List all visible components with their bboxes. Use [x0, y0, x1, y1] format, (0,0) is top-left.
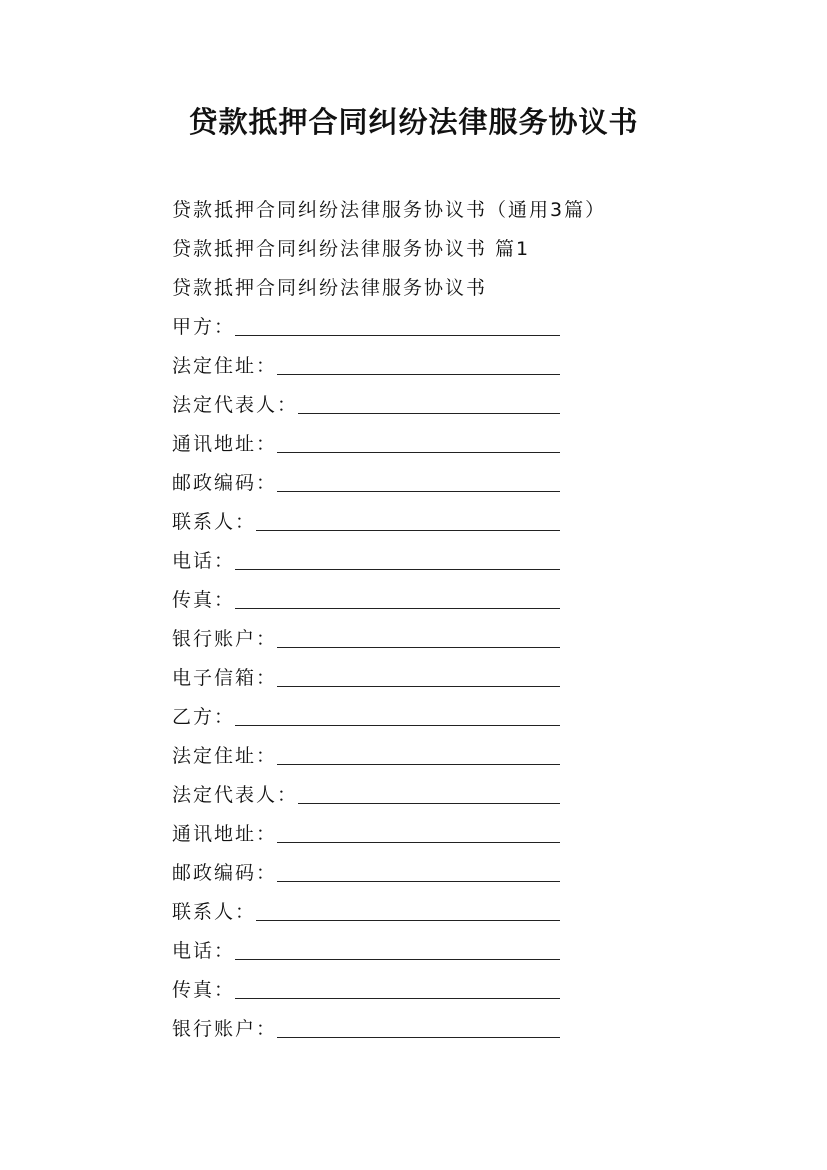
blank-line[interactable] [235, 549, 560, 570]
party-b-address-field [172, 743, 560, 769]
field-label: 通讯地址： [172, 823, 278, 845]
blank-line[interactable] [277, 744, 560, 765]
field-label: 法定代表人： [172, 784, 299, 806]
blank-line[interactable] [235, 939, 560, 960]
blank-line[interactable] [277, 432, 560, 453]
blank-line[interactable] [277, 861, 560, 882]
blank-line[interactable] [277, 1017, 560, 1038]
field-label: 传真： [172, 979, 236, 1001]
party-b-mailing-address-field [172, 821, 560, 847]
intro-line-full-title: 贷款抵押合同纠纷法律服务协议书（通用3篇） [172, 199, 607, 221]
blank-line[interactable] [235, 315, 560, 336]
field-label: 甲方： [172, 316, 236, 338]
party-a-address-field [172, 353, 560, 379]
party-b-fax-field [172, 977, 560, 1003]
blank-line[interactable] [277, 666, 560, 687]
party-b-bank-account-field [172, 1016, 560, 1042]
field-label: 通讯地址： [172, 433, 278, 455]
field-label: 电话： [172, 550, 236, 572]
field-label: 传真： [172, 589, 236, 611]
field-label: 银行账户： [172, 628, 278, 650]
blank-line[interactable] [277, 822, 560, 843]
blank-line[interactable] [235, 588, 560, 609]
document-title: 贷款抵押合同纠纷法律服务协议书 [188, 105, 639, 139]
party-b-contact-field [172, 899, 560, 925]
party-a-phone-field [172, 548, 560, 574]
field-label: 法定住址： [172, 355, 278, 377]
field-label: 电话： [172, 940, 236, 962]
party-a-representative-field [172, 392, 560, 418]
field-label: 联系人： [172, 901, 257, 923]
party-a-postal-code-field [172, 470, 560, 496]
field-label: 法定代表人： [172, 394, 299, 416]
blank-line[interactable] [256, 510, 560, 531]
party-b-name-field [172, 704, 560, 730]
field-label: 邮政编码： [172, 862, 278, 884]
party-b-postal-code-field [172, 860, 560, 886]
blank-line[interactable] [256, 900, 560, 921]
field-label: 法定住址： [172, 745, 278, 767]
blank-line[interactable] [298, 783, 560, 804]
party-a-name-field [172, 314, 560, 340]
blank-line[interactable] [235, 978, 560, 999]
party-a-mailing-address-field [172, 431, 560, 457]
party-b-representative-field [172, 782, 560, 808]
party-a-fax-field [172, 587, 560, 613]
field-label: 邮政编码： [172, 472, 278, 494]
party-a-contact-field [172, 509, 560, 535]
blank-line[interactable] [298, 393, 560, 414]
field-label: 乙方： [172, 706, 236, 728]
blank-line[interactable] [235, 705, 560, 726]
intro-line-part-1: 贷款抵押合同纠纷法律服务协议书 篇1 [172, 238, 531, 260]
party-a-bank-account-field [172, 626, 560, 652]
blank-line[interactable] [277, 627, 560, 648]
party-a-email-field [172, 665, 560, 691]
field-label: 银行账户： [172, 1018, 278, 1040]
blank-line[interactable] [277, 471, 560, 492]
party-b-phone-field [172, 938, 560, 964]
intro-line-agreement-title: 贷款抵押合同纠纷法律服务协议书 [172, 277, 488, 299]
field-label: 电子信箱： [172, 667, 278, 689]
blank-line[interactable] [277, 354, 560, 375]
field-label: 联系人： [172, 511, 257, 533]
